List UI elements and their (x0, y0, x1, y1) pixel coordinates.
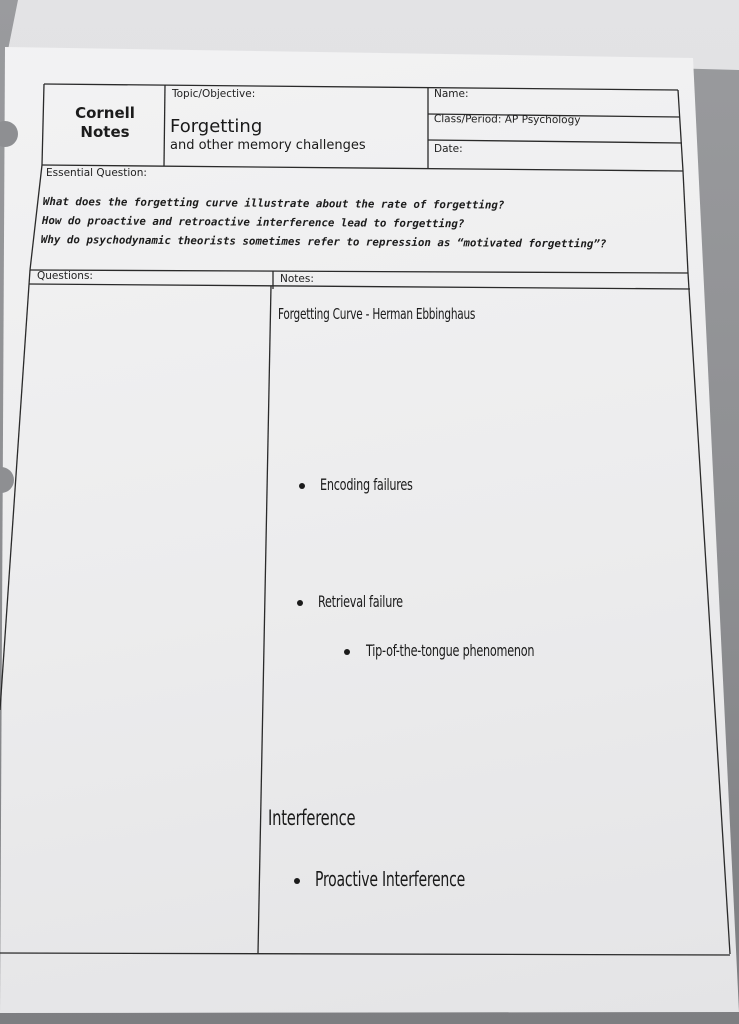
bullet-dot (299, 483, 305, 489)
bullet-dot (294, 878, 300, 884)
notes-column-label: Notes: (280, 273, 314, 285)
header-left-border (42, 84, 44, 165)
notes-divider (258, 286, 271, 953)
brand-divider (164, 85, 165, 166)
note-proactive-interference: Proactive Interference (315, 867, 465, 891)
questions-left-border (0, 270, 30, 710)
topic-subtitle: and other memory challenges (170, 138, 366, 153)
column-header-bottom (29, 284, 690, 289)
questions-column-label: Questions: (37, 270, 93, 282)
essential-question-label: Essential Question: (46, 167, 147, 179)
note-encoding-failures: Encoding failures (320, 475, 413, 494)
essential-right-border (683, 171, 688, 273)
note-retrieval-failure: Retrieval failure (318, 592, 403, 611)
class-period-value: AP Psychology (504, 113, 581, 127)
date-label: Date: (434, 143, 463, 155)
essential-question-1: What does the forgetting curve illustrate about the rate of forgetting? (42, 195, 505, 212)
note-tip-of-the-tongue: Tip-of-the-tongue phenomenon (366, 641, 535, 660)
class-period-field (434, 113, 581, 126)
topic-title: Forgetting (170, 116, 263, 137)
class-period-label: Class/Period: (433, 113, 502, 126)
notes-heading-interference: Interference (268, 806, 356, 830)
class-divider (428, 140, 682, 143)
essential-question-3: Why do psychodynamic theorists sometimes refer to repression as “motivated forgetting”? (40, 233, 607, 251)
name-label: Name: (434, 88, 469, 100)
notes-right-border (688, 273, 730, 954)
essential-left-border (30, 165, 42, 270)
topic-label: Topic/Objective: (172, 88, 256, 100)
notes-heading-forgetting-curve: Forgetting Curve - Herman Ebbinghaus (278, 305, 476, 323)
cornell-notes-brand (70, 104, 140, 142)
essential-bottom-border (30, 270, 688, 273)
form-bottom-border (0, 953, 730, 955)
brand-line-1: Cornell (75, 104, 135, 122)
brand-line-2: Notes (80, 123, 130, 141)
header-right-border (678, 90, 683, 171)
essential-question-2: How do proactive and retroactive interference lead to forgetting? (41, 214, 465, 231)
header-top-border (44, 84, 678, 90)
bullet-dot (297, 600, 303, 606)
sub-bullet-dot (344, 649, 350, 655)
